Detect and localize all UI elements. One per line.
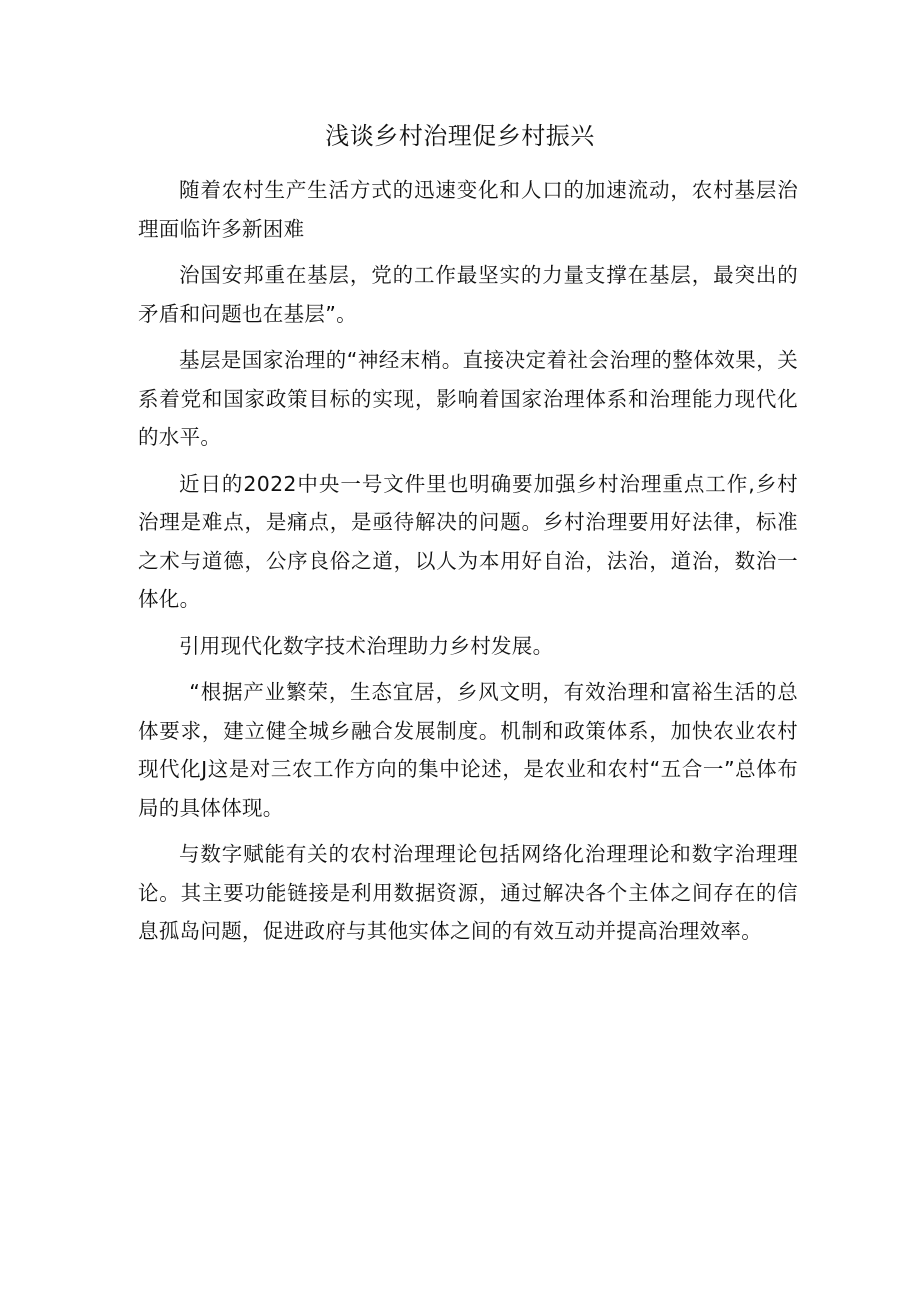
paragraph-1: 随着农村生产生活方式的迅速变化和人口的加速流动，农村基层治理面临许多新困难 — [138, 178, 798, 241]
paragraph-5: 引用现代化数字技术治理助力乡村发展。 — [179, 633, 554, 658]
paragraph-2: 治国安邦重在基层，党的工作最坚实的力量支撑在基层，最突出的矛盾和问题也在基层”。 — [138, 263, 798, 326]
document-title: 浅谈乡村治理促乡村振兴 — [325, 122, 595, 150]
paragraph-4: 近日的2022中央一号文件里也明确要加强乡村治理重点工作,乡村治理是难点，是痛点，是亟待解决的问题。乡村治理要用好法律，标准之术与道德，公序良俗之道，以人为本用好自治，法治，道治，数治一体化。 — [138, 471, 798, 611]
paragraph-3: 基层是国家治理的“神经末梢。直接决定着社会治理的整体效果，关系着党和国家政策目标的实现，影响着国家治理体系和治理能力现代化的水平。 — [138, 348, 798, 449]
paragraph-6: “根据产业繁荣，生态宜居，乡风文明，有效治理和富裕生活的总体要求，建立健全城乡融合发展制度。机制和政策体系，加快农业农村现代化J这是对三农工作方向的集中论述，是农业和农村“五合一”总体布局的具体体现。 — [138, 680, 798, 820]
paragraph-7: 与数字赋能有关的农村治理理论包括网络化治理理论和数字治理理论。其主要功能链接是利用数据资源，通过解决各个主体之间存在的信息孤岛问题，促进政府与其他实体之间的有效互动并提高治理效率。 — [138, 842, 798, 943]
document-body — [138, 171, 798, 951]
